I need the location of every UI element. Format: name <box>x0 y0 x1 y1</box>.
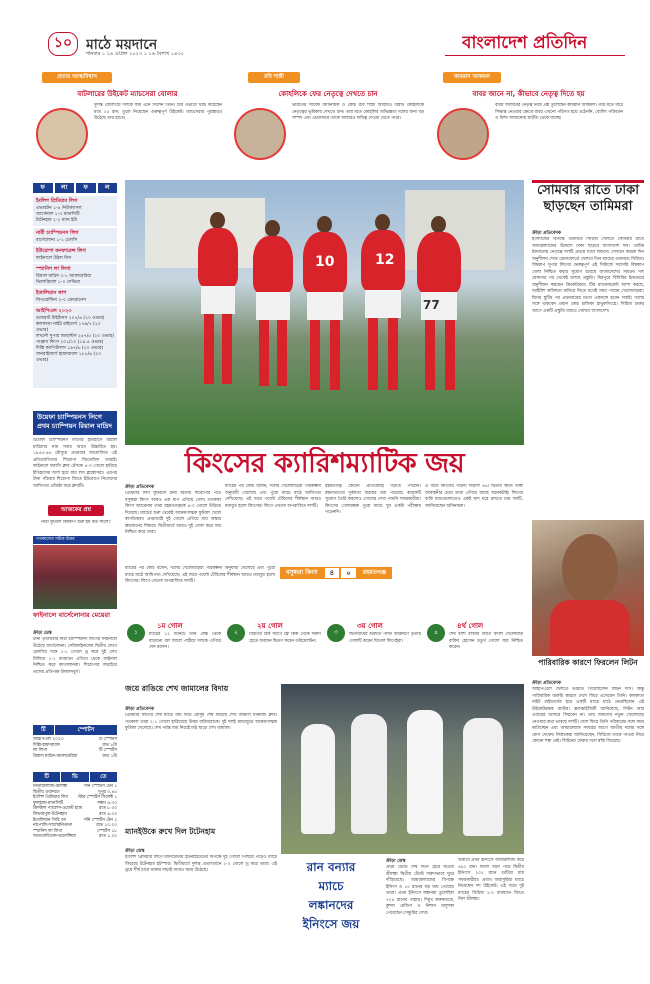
cricket-headline <box>281 858 381 938</box>
main-body-cont: ম্যাচের পর কোচ বলেন, দলের খেলোয়াড়রা পরিকল্পনা অনুযায়ী খেলেছে এবং পুরো ম্যাচে মাঠে আধিপত্য দেখিয়েছে। এই জয়ে পয়েন্ট টেবিলের শীর্ষস্থান আরও মজবুত হলো কিংসের। লিগে এখনো অপরাজিত দলটি। <box>125 566 275 584</box>
tv-event: দিল্লি-হায়দরাবাদ <box>33 742 61 748</box>
tv-header-cell: টি <box>33 725 54 735</box>
photo-caption-headline: ফাইনালে বার্সেলোনার মেয়েরা <box>33 611 110 619</box>
cricketer-figure <box>301 724 335 834</box>
main-body-col1: প্রিমিয়ার লিগ ফুটবলে টানা দ্বিতীয় শিরোপার পথে বসুন্ধরা কিংস আরও এক ধাপ এগিয়ে গেল। গতকাল কিংস অ্যারেনায় তারা রহমতগঞ্জকে ৪-০ গোলে উড়িয়ে দিয়েছে। ম্যাচের শুরু থেকেই আক্রমণাত্মক ফুটবল খেলে স্বাগতিকরা। প্রথমার্ধেই দুই গোলে এগিয়ে যায় অস্কার ব্রুজোনের শিষ্যরা। দ্বিতীয়ার্ধে আরও দুই গোল করে জয় নিশ্চিত করে তারা। <box>125 491 221 535</box>
player-sock <box>277 320 287 386</box>
goals-row <box>125 616 524 678</box>
tv-event: লিভারপুল-টটেনহাম <box>33 811 67 817</box>
tv-channel: সন্ধ্যা ৬.৩০ <box>97 800 117 806</box>
tv-channel: রাত ১টা <box>102 753 117 759</box>
tv-sports-header <box>33 725 117 735</box>
player-shorts <box>201 286 235 314</box>
top-article-3 <box>431 64 626 172</box>
tv-channel: স্পোর্টস ১৮ <box>96 828 117 834</box>
goal-card <box>325 616 422 678</box>
tv-event: আইপিএল ২০২৩ <box>33 737 64 742</box>
team-photo <box>33 545 117 609</box>
player-portrait <box>36 108 88 160</box>
player-sock <box>388 318 398 390</box>
result-line: কলকাতা নাইট রাইডার্স ১৭৯/৭ (২০ ওভার) <box>36 322 101 333</box>
result-block <box>33 264 117 286</box>
main-headline: কিংসের ক্যারিশম্যাটিক জয় <box>184 448 465 479</box>
result-line: রিয়াল মাদ্রিদ ২-১ অ্যালমেরিয়া <box>36 274 92 279</box>
player-jersey <box>198 228 238 288</box>
article-tag: রবি শাস্ত্রী <box>248 72 300 83</box>
cricketer-figure <box>463 718 503 836</box>
result-line: টটেনহাম ২-২ ম্যান ইউ <box>36 218 77 223</box>
liton-photo <box>532 520 644 656</box>
tv-event: নিউজিল্যান্ড-শ্রীলঙ্কা <box>33 784 68 789</box>
goal-title: ২য় গোল <box>257 622 283 630</box>
tamim-byline: ক্রীড়া প্রতিবেদক <box>532 231 561 236</box>
cricket-headline-line: রান বন্যার <box>306 860 356 874</box>
main-body-col2: ম্যাচের পর কোচ বলেন, দলের খেলোয়াড়রা পরিকল্পনা অনুযায়ী খেলেছে এবং পুরো ম্যাচে মাঠে আধিপত্য দেখিয়েছে। এই জয়ে পয়েন্ট টেবিলের শীর্ষস্থান আরও মজবুত হলো কিংসের। লিগে এখনো অপরাজিত দলটি। <box>225 484 321 509</box>
article-body: বাবর আজমের নেতৃত্ব নিয়ে প্রশ্ন তুলেছেন কামরান আকমল। তার মতে মাঠে সিদ্ধান্ত নেওয়ার ক্ষেত্রে বাবর এখনো পরিণত হয়ে ওঠেননি, বোলিং পরিবর্তন ও ফিল্ড সাজানোয় ঘাটতি থেকে যাচ্ছে। <box>495 103 623 121</box>
player-sock <box>368 318 378 390</box>
player-sock <box>425 320 435 390</box>
result-block <box>33 246 117 262</box>
result-line: সানরাইজার্স হায়দরাবাদ ১৮৮/৬ (২০ ওভার) <box>36 352 102 363</box>
goal-body: দ্বিতীয়ার্ধের শুরুতে পাল্টা আক্রমণে তৃতীয় গোলটি করেন মিগেল ফিগেইরা। <box>349 632 421 644</box>
result-line: বার্সেলোনা ১-১ চেলসি <box>36 238 78 243</box>
players-group <box>125 180 524 445</box>
article-headline: বাবর জানে না, কীভাবে নেতৃত্ব দিতে হয় <box>472 90 585 98</box>
result-title: ইংলিশ প্রিমিয়ার লিগ <box>36 198 78 204</box>
liton-body: আইপিএলে খেলতে ভারতে গিয়েছিলেন লিটন দাস। কিন্তু পারিবারিক জরুরি কারণে দেশে ফিরে এসেছেন তিনি। কলকাতা নাইট রাইডার্সের হয়ে একটি ম্যাচে মাঠে নেমেছিলেন এই উইকেটরক্ষক ব্যাটার। ফ্র্যাঞ্চাইজিটি জানিয়েছে, লিটন আর এবারের আসরে ফিরবেন না। তার জায়গায় নতুন খেলোয়াড় নেওয়ার কথা ভাবছে দলটি। দেশে ফিরে তিনি পরিবারের সঙ্গে সময় কাটাচ্ছেন এবং আয়ারল্যান্ড সফরের আগে জাতীয় দলের সঙ্গে যোগ দেবেন। নির্বাচকরা জানিয়েছেন, সিরিজে তাকে পাওয়া নিয়ে কোনো শঙ্কা নেই। লিটনের ফেরায় দলে স্বস্তি ফিরেছে। <box>532 687 644 744</box>
tv-listing-1 <box>33 737 117 767</box>
coach-portrait <box>234 108 286 160</box>
article-headline: কোহলিকে ফের নেতৃত্বে দেখতে চান <box>278 90 378 98</box>
cricket-headline-line: ম্যাচে <box>318 879 344 893</box>
score-home-goals: ৪ <box>324 567 341 579</box>
main-body-col4: এ জয়ে কিংসের পয়েন্ট দাঁড়াল ৪৬। দ্বিতীয় স্থানে থাকা আবাহনীর চেয়ে তারা এগিয়ে আছে অনেকটাই। লিগের বাকি ম্যাচগুলোতেও একই ছন্দ ধরে রাখতে চায় দলটি, জানিয়েছেন অধিনায়ক। <box>425 484 523 509</box>
top-article-1 <box>30 64 225 172</box>
tv-header-cell: তে <box>90 772 117 782</box>
tv-listing-2 <box>33 784 117 848</box>
cricketer-figure <box>351 714 387 834</box>
football-icon: ২ <box>227 624 245 642</box>
champions-body: উয়েফা চ্যাম্পিয়নস লিগের ইতিহাসে রিয়াল মাদ্রিদের নাম সবার আগে উচ্চারিত হয়। ১৯৫৫-৫৬ মৌসুমে প্রথমবার আয়োজিত এই প্রতিযোগিতার শিরোপা জিতেছিল তারাই। ফাইনালে ফরাসি ক্লাব রেঁসকে ৪-৩ গোলে হারিয়ে ইতিহাসের অংশ হয়ে যায় লস ব্লাঙ্কোসরা। এরপর টানা পাঁচবার শিরোপা জিতে ইউরোপে নিজেদের আধিপত্য প্রতিষ্ঠা করে ক্লাবটি। <box>33 438 117 489</box>
cricketer-figure <box>407 710 443 834</box>
result-line: আর্সেনাল ১-৩ ম্যানসিটি <box>36 212 80 217</box>
sheikh-jamal-body: প্রিমিয়ার লিগের শেষ ম্যাচে জয় দিয়ে মৌসুম শেষ করেছে শেখ জামাল ধানমন্ডি ক্লাব। গতকাল তারা ২-১ গোলে হারিয়েছে উত্তর বারিধারাকে। দুই দলই ম্যাচজুড়ে আক্রমণাত্মক ফুটবল খেলেছে। শেষ পর্যন্ত জয় নিয়েই মাঠ ছাড়ে শেখ জামাল। <box>125 713 277 731</box>
result-line: এভারটন ১-৪ নিউক্যাসল <box>36 206 82 211</box>
player-shorts <box>307 292 343 320</box>
cricket-body-col1: প্রথম টেস্টে শেষ দিনে হেরে যাওয়া শ্রীলঙ্কা দ্বিতীয় টেস্টে দারুণভাবে ঘুরে দাঁড়িয়েছে। আয়ারল্যান্ডের বিপক্ষে ইনিংস ও ১০ রানের বড় জয় পেয়েছে তারা। প্রথম ইনিংসে লঙ্কানরা তুলেছিল ৭০৪ রানের পাহাড়। দিমুথ করুনারত্নে, কুশল মেন্ডিস ও নিশান মাদুশকা পেয়েছেন সেঞ্চুরির দেখা। <box>386 865 454 916</box>
tv-event: ফুলহ্যাম-ম্যানসিটি <box>33 800 64 806</box>
result-title: ইতালিয়ান কাপ <box>36 290 67 296</box>
player-sock <box>259 320 269 386</box>
tottenham-byline: ক্রীড়া ডেস্ক <box>125 849 145 854</box>
tv-row <box>33 834 117 840</box>
tv-channel: রাত ৮.০০ <box>99 806 117 812</box>
article-headline: বাটলারের উইকেট ম্যাচসেরা বোলার <box>77 90 178 98</box>
score-band <box>280 566 520 580</box>
player-shorts <box>256 292 290 320</box>
goal-body: শেষ বাঁশি বাজার আগে বদলি খেলোয়াড় রাকিব হোসেন চতুর্থ গোলে জয় নিশ্চিত করেন। <box>449 632 523 650</box>
tv-channel: স্টার স্পোর্টস সিলেক্ট ১ <box>77 795 117 801</box>
player-head <box>375 214 390 231</box>
tv-event: রিয়াল মাদ্রিদ-অ্যালমেরিয়া <box>33 753 78 759</box>
goal-card <box>125 616 222 678</box>
result-block <box>33 228 117 244</box>
results-header-letter: ল <box>98 183 118 193</box>
goal-title: ৪র্থ গোল <box>457 622 484 630</box>
goal-card <box>225 616 322 678</box>
cricket-headline-line: লঙ্কানদের <box>308 898 354 912</box>
result-line: ভিলারিয়াল ১-০ সেভিয়া <box>36 280 81 285</box>
cricket-byline: ক্রীড়া ডেস্ক <box>386 859 406 864</box>
jersey-number: 77 <box>423 298 440 312</box>
tv-header-cell: স্পোর্টস <box>55 725 117 735</box>
tv-event: ক্রিস্টাল প্যালেস-ওয়েস্ট হ্যাম <box>33 806 83 812</box>
result-line: দিল্লি ক্যাপিটালস ১৯৭/৬ (২০ ওভার) <box>36 346 104 351</box>
score-home-team: বসুন্ধরা কিংস <box>280 567 324 579</box>
tv-channel: টি স্পোর্টস <box>98 748 117 754</box>
result-line: লখনৌ সুপার জায়ান্টস ২৫৭/৫ (২০ ওভার) <box>36 334 114 339</box>
results-header-letter: ফ <box>33 183 53 193</box>
newspaper-logo: বাংলাদেশ প্রতিদিন <box>462 33 588 53</box>
article-body: ভারতের সাবেক অধিনায়ক ও কোচ রবি শাস্ত্রী আবারও বিরাট কোহলিকে নেতৃত্বের ভূমিকায় দেখতে চান। তার মতে কোহলির অভিজ্ঞতা দলের জন্য বড় সম্পদ এবং প্রয়োজনে তাকে আবারও দায়িত্ব দেওয়া যেতে পারে। <box>292 103 424 121</box>
player-jersey <box>550 600 630 656</box>
tottenham-headline: ম্যানইউকে রুখে দিল টটেনহাম <box>125 827 216 836</box>
article-tag: প্রত্যয় আত্মবিশ্বাস <box>42 72 112 83</box>
main-body-col3: রহমতগঞ্জ কোনো প্রতিরোধই গড়তে পারেনি। রক্ষণভাগের দুর্বলতা বারবার ধরা পড়েছে। কয়েকটি সুযোগ তৈরি করলেও গোলের দেখা পায়নি সফরকারীরা। কিংসের গোলরক্ষক পুরো ম্যাচে খুব একটা পরীক্ষায় পড়েননি। <box>325 484 421 515</box>
player-sock <box>222 314 232 384</box>
tv-channel: সনি স্পোর্টস টেন ১ <box>83 784 117 789</box>
tv-channel: সনি স্পোর্টস টেন ২ <box>83 817 117 823</box>
goal-body: ম্যাচের ১২ মিনিটে ডান প্রান্ত থেকে বাড়ানো বল জালে পাঠিয়ে দলকে এগিয়ে দেন রবসন। <box>149 632 221 650</box>
cricket-body-col2: জবাবে প্রথম ইনিংসে আয়ারল্যান্ড করে ৪৯২ রান। ফলো অনে পড়ে দ্বিতীয় ইনিংসে ২০২ রানে গুটিয়ে যায় সফরকারীরা। প্রবাথ জয়াসুরিয়া ম্যাচে নিয়েছেন দশ উইকেট। এই জয়ে দুই ম্যাচের সিরিজ ২-০ ব্যবধানে জিতে নিল শ্রীলঙ্কা। <box>458 858 524 902</box>
player-sock <box>204 314 214 384</box>
result-line: ফাইনালে উঠল নিস <box>36 256 72 261</box>
tv-row <box>33 754 117 760</box>
result-title: নারী চ্যাম্পিয়নস লিগ <box>36 230 79 236</box>
result-block <box>33 288 117 304</box>
cricket-photo <box>281 684 524 854</box>
player-shorts <box>365 290 401 318</box>
liton-byline: ক্রীড়া প্রতিবেদক <box>532 681 561 686</box>
player-sock <box>330 320 340 390</box>
photo-caption-body: টানা তৃতীয়বার নারী চ্যাম্পিয়নস লিগের ফাইনালে উঠেছে বার্সেলোনা। সেমিফাইনালের দ্বিতীয় লেগে চেলসির সঙ্গে ১-১ গোলে ড্র করে দুই লেগ মিলিয়ে ২-১ ব্যবধানে এগিয়ে থেকে ফাইনাল নিশ্চিত করে কাতালানরা। শিরোপার লড়াইয়ে তাদের প্রতিপক্ষ উলফসবুর্গ। <box>33 637 117 675</box>
article-body: দুর্দান্ত বোলিংয়ে দলকে জয় এনে দিলেন তিনি। চার ওভারে খরচ করেছেন মাত্র ২৫ রান, তুলে নিয়েছেন গুরুত্বপূর্ণ উইকেট। ম্যাচসেরার পুরস্কারও উঠেছে তার হাতে। <box>94 103 222 121</box>
result-block <box>33 196 117 226</box>
jersey-number: 10 <box>315 254 335 270</box>
results-header-letter: ফ <box>76 183 96 193</box>
score-away-goals: ০ <box>340 567 357 579</box>
result-title: ইউরোপা কনফারেন্স লিগ <box>36 248 86 254</box>
tv-channel: রাত ৮টা <box>102 742 117 748</box>
result-line: পাঞ্জাব কিংস ২০১/১০ (১৯.৫ ওভার) <box>36 340 104 345</box>
player-jersey <box>253 236 293 294</box>
goal-title: ৩য় গোল <box>357 622 383 630</box>
tv-event: লা লিগা <box>33 748 48 754</box>
player-portrait <box>437 108 489 160</box>
player-head <box>431 216 446 233</box>
main-byline: ক্রীড়া প্রতিবেদক <box>125 485 154 490</box>
tv-event: ইংলিশ প্রিমিয়ার লিগ <box>33 795 69 801</box>
main-team-photo <box>125 180 524 445</box>
page-header <box>0 0 650 60</box>
liton-headline: পারিবারিক কারণে ফিরলেন লিটন <box>538 658 638 667</box>
player-head <box>317 216 332 233</box>
quiz-question: নারী ফুটবল বিশ্বকাপ শুরু হয় কত সালে? <box>41 520 111 525</box>
result-line: গুজরাট টাইটানস ২০৭/৬ (২০ ওভার) <box>36 316 105 321</box>
sheikh-jamal-headline: জয়ে রাঙিয়ে শেখ জামালের বিদায় <box>125 684 229 693</box>
tottenham-body: ইংলিশ প্রিমিয়ার লিগে ম্যানচেস্টার ইউনাইটেডের বিপক্ষে দুই গোলে পিছিয়ে পড়েও ম্যাচে ফিরেছে টটেনহাম হটস্পার। দ্বিতীয়ার্ধে দুর্দান্ত প্রত্যাবর্তনে ২-২ গোলে ড্র করে তারা। এই ড্রয়ে শীর্ষ চারে থাকার লড়াই আরও জমে উঠেছে। <box>125 855 277 873</box>
champions-headline: উয়েফা চ্যাম্পিয়নস লিগে প্রথম চ্যাম্পিয়ন রিয়াল মাদ্রিদ <box>33 411 117 435</box>
result-block-cricket <box>33 306 117 388</box>
results-header <box>33 183 117 193</box>
tamim-body: ইংল্যান্ডের বিপক্ষে ওয়ানডে সিরিজ খেলতে সোমবার রাতে আয়ারল্যান্ডের উদ্দেশে ঢাকা ছাড়বে বাংলাদেশ দল। তামিম ইকবালের নেতৃত্বে দলটি প্রথমে যাবে লন্ডনে। সেখানে কয়েক দিন অনুশীলন শেষে চেমসফোর্ডে খেলবে তিন ম্যাচের ওয়ানডে সিরিজ। বিশ্বকাপ সুপার লিগের গুরুত্বপূর্ণ এই সিরিজে সরাসরি বিশ্বকাপ খেলা নিশ্চিত করার সুযোগ রয়েছে বাংলাদেশের সামনে। দল ঘোষণার পর থেকেই চলছে প্রস্তুতি। মিরপুরে বিসিবির ইনডোরে অনুশীলন করছেন ক্রিকেটাররা। টিম ম্যানেজমেন্ট আশা করছে, আইরিশ কন্ডিশনে মানিয়ে নিতে যথেষ্ট সময় পাবেন খেলোয়াড়রা। ঈদের ছুটির পর প্রথমবারের মতো একসঙ্গে হবেন সবাই। দলের সঙ্গে থাকবেন প্রধান কোচ চান্ডিকা হাথুরুসিংহে। সিরিজ শুরুর আগে একটি প্রস্তুতি ম্যাচও খেলবে বাংলাদেশ। <box>532 237 644 314</box>
result-title: আইপিএল ২০২৩ <box>36 308 72 314</box>
football-icon: ৪ <box>427 624 445 642</box>
tv-header-cell: টি <box>33 772 60 782</box>
tv-channel: টি স্পোর্টস <box>98 737 117 742</box>
jersey-number: 12 <box>375 252 395 268</box>
player-face <box>562 534 618 604</box>
tv-event: নাপোলি-সালেরনিতানা <box>33 823 73 829</box>
tv-channel: দুপুর ৩.৪৫ <box>98 789 117 795</box>
tv-event: আতলেতিকো-ভালেন্সিয়া <box>33 834 76 840</box>
tv-channel: রাত ৯.৩০ <box>99 811 117 817</box>
goal-card <box>425 616 524 678</box>
tv-event: দ্বিতীয় ওয়ানডে <box>33 789 60 795</box>
sheikh-jamal-byline: ক্রীড়া প্রতিবেদক <box>125 707 154 712</box>
goal-body: বিরতির ঠিক আগে ফ্রি কিক থেকে দারুণ হেডে ব্যবধান দ্বিগুণ করেন ডরিয়েলটন। <box>249 632 321 644</box>
results-header-letter: লা <box>55 183 75 193</box>
football-icon: ১ <box>127 624 145 642</box>
results-list <box>33 196 117 408</box>
football-icon: ৩ <box>327 624 345 642</box>
tv-event: ইতালিয়ান সিরি আ <box>33 817 66 823</box>
goal-title: ১ম গোল <box>157 622 183 630</box>
player-jersey <box>417 232 461 294</box>
tamim-headline: সোমবার রাতে ঢাকা ছাড়ছেন তামিমরা <box>537 183 639 214</box>
tv-event: স্প্যানিশ লা লিগা <box>33 828 63 834</box>
tv-schedule-header <box>33 772 117 782</box>
tamim-headline-box <box>532 180 644 228</box>
page-number: ১০ <box>48 32 78 56</box>
cricket-headline-line: ইনিংসে জয় <box>302 917 360 931</box>
photo-caption-byline: ক্রীড়া ডেস্ক <box>33 631 52 636</box>
tv-channel: রাত ১.০০ <box>99 834 117 840</box>
top-article-2 <box>228 64 428 172</box>
article-tag: কামরান আকমল <box>443 72 501 83</box>
player-sock <box>445 320 455 390</box>
logo-divider <box>445 55 625 56</box>
quiz-tag: আজকের প্রশ্ন <box>48 505 104 516</box>
player-head <box>265 220 280 237</box>
score-away-team: রহমতগঞ্জ <box>357 567 392 579</box>
tv-channel: রাত ১০.০০ <box>96 823 117 829</box>
dateline: শনিবার ১ ২৯ এপ্রিল ২০২৩ ১ ১৬ বৈশাখ ১৪৩০ <box>86 51 184 57</box>
player-head <box>210 212 225 229</box>
main-article-body <box>125 484 524 564</box>
result-title: স্প্যানিশ লা লিগা <box>36 266 71 272</box>
section-title: মাঠে ময়দানে <box>86 37 158 53</box>
quiz-answer-tag: গতকালের সঠিক উত্তর <box>33 536 117 544</box>
player-sock <box>310 320 320 390</box>
result-line: ফিওরেন্টিনা ২-০ ক্রেমোনেস <box>36 298 86 303</box>
tv-header-cell: ভি <box>61 772 88 782</box>
